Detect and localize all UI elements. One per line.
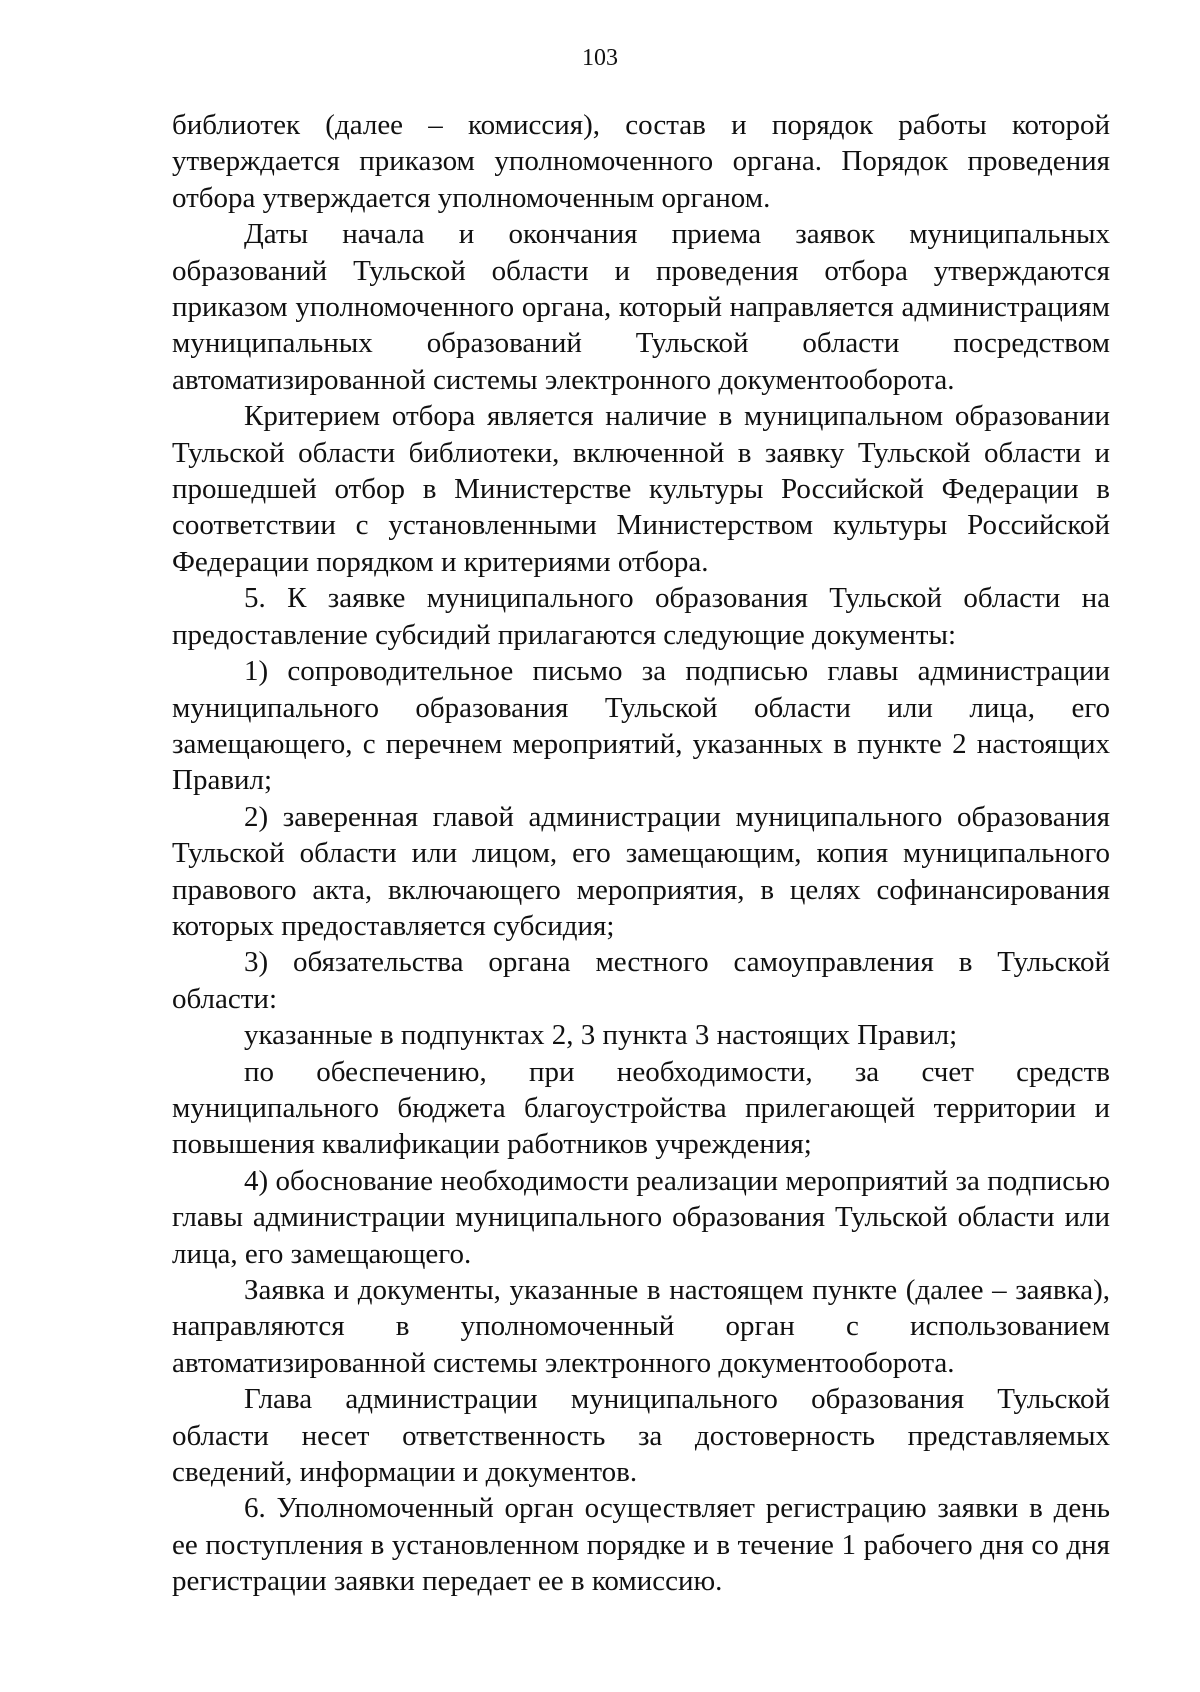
paragraph: по обеспечению, при необходимости, за счет средств муниципального бюджета благоустройства прилегающей территории и повышения квалификации работников учреждения; (172, 1055, 1110, 1161)
paragraph: Критерием отбора является наличие в муниципальном образовании Тульской области библиотеки, включенной в заявку Тульской области и прошедшей отбор в Министерстве культуры Российской Федерации в соответствии с установленными Министерством культуры Российской Федерации порядком и критериями отбора. (172, 400, 1110, 578)
paragraph: Даты начала и окончания приема заявок муниципальных образований Тульской области и проведения отбора утверждаются приказом уполномоченного органа, который направляется администрациям муниципальных образований Тульской области посредством автоматизированной системы электронного документооборота. (172, 218, 1110, 396)
paragraph: 4) обоснование необходимости реализации мероприятий за подписью главы администрации муниципального образования Тульской области или лица, его замещающего. (172, 1164, 1110, 1270)
paragraph: библиотек (далее – комиссия), состав и порядок работы которой утверждается приказом уполномоченного органа. Порядок проведения отбора утверждается уполномоченным органом. (172, 109, 1110, 214)
paragraph: 1) сопроводительное письмо за подписью главы администрации муниципального образования Тульской области или лица, его замещающего, с перечнем мероприятий, указанных в пункте 2 настоящих Правил; (172, 655, 1110, 797)
page-number: 103 (582, 45, 618, 71)
paragraph: 2) заверенная главой администрации муниципального образования Тульской области или лицом, его замещающим, копия муниципального правового акта, включающего мероприятия, в целях софинансирования которых предоставляется субсидия; (172, 800, 1110, 942)
paragraph: Глава администрации муниципального образования Тульской области несет ответственность за достоверность представляемых сведений, информации и документов. (172, 1383, 1110, 1489)
paragraph: 3) обязательства органа местного самоуправления в Тульской области: (172, 946, 1110, 1015)
paragraph: 5. К заявке муниципального образования Тульской области на предоставление субсидий прилагаются следующие документы: (172, 582, 1110, 651)
paragraph: 6. Уполномоченный орган осуществляет регистрацию заявки в день ее поступления в установленном порядке и в течение 1 рабочего дня со дня регистрации заявки передает ее в комиссию. (172, 1492, 1110, 1598)
paragraph: указанные в подпунктах 2, 3 пункта 3 настоящих Правил; (244, 1019, 958, 1052)
document-body (172, 107, 1110, 1600)
paragraph: Заявка и документы, указанные в настоящем пункте (далее – заявка), направляются в уполномоченный орган с использованием автоматизированной системы электронного документооборота. (172, 1274, 1110, 1379)
